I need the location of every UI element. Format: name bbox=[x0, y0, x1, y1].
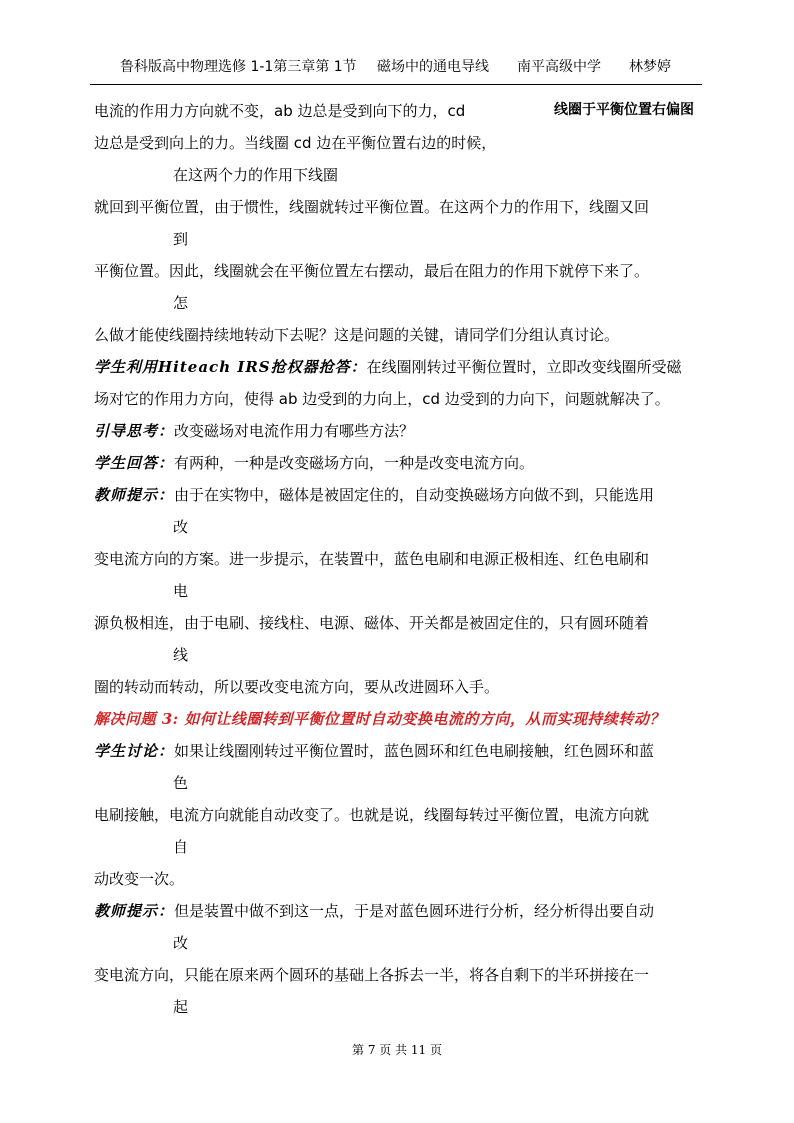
teacher-hint-text: 由于在实物中，磁体是被固定住的，自动变换磁场方向做不到，只能选用 bbox=[174, 486, 655, 504]
header-lesson: 磁场中的通电导线 bbox=[377, 59, 489, 75]
body-line: 改 bbox=[173, 518, 189, 536]
teacher-hint-text: 但是装置中做不到这一点，于是对蓝色圆环进行分析，经分析得出要自动 bbox=[174, 902, 655, 920]
guided-thinking-label: 引导思考： bbox=[94, 422, 175, 440]
body-line: 电 bbox=[173, 582, 189, 600]
body-line: 变电流方向，只能在原来两个圆环的基础上各拆去一半，将各自剩下的半环拼接在一 bbox=[94, 966, 650, 984]
body-line: 改 bbox=[173, 934, 189, 952]
body-line: 线 bbox=[173, 646, 189, 664]
figure-caption: 线圈于平衡位置右偏图 bbox=[554, 102, 694, 118]
student-reply-label: 学生回答： bbox=[94, 454, 175, 472]
page-header bbox=[90, 58, 702, 85]
body-line: 怎 bbox=[173, 294, 189, 312]
body-line: 在这两个力的作用下线圈 bbox=[173, 166, 339, 184]
body-line: 起 bbox=[173, 998, 189, 1016]
teacher-hint-label: 教师提示： bbox=[94, 486, 175, 504]
student-discussion-text: 如果让线圈刚转过平衡位置时，蓝色圆环和红色电刷接触，红色圆环和蓝 bbox=[174, 742, 655, 760]
body-line: 变电流方向的方案。进一步提示，在装置中，蓝色电刷和电源正极相连、红色电刷和 bbox=[94, 550, 650, 568]
student-answer-label: 学生利用Hiteach IRS抢权器抢答： bbox=[94, 358, 367, 376]
body-line: 场对它的作用力方向，使得 ab 边受到的力向上，cd 边受到的力向下，问题就解决了。 bbox=[94, 390, 670, 408]
student-answer-paragraph bbox=[94, 357, 682, 377]
body-line: 边总是受到向上的力。当线圈 cd 边在平衡位置右边的时候， bbox=[94, 134, 497, 152]
body-line: 色 bbox=[173, 774, 189, 792]
page-number: 第 7 页 共 11 页 bbox=[352, 1043, 442, 1057]
teacher-hint-paragraph bbox=[94, 485, 654, 505]
body-line: 自 bbox=[173, 838, 189, 856]
body-line: 么做才能使线圈持续地转动下去呢？这是问题的关键，请同学们分组认真讨论。 bbox=[94, 326, 620, 344]
body-line: 电流的作用力方向就不变，ab 边总是受到向下的力，cd bbox=[94, 102, 466, 120]
body-line: 就回到平衡位置，由于惯性，线圈就转过平衡位置。在这两个力的作用下，线圈又回 bbox=[94, 198, 650, 216]
header-school: 南平高级中学 bbox=[517, 59, 601, 75]
body-line: 圈的转动而转动，所以要改变电流方向，要从改进圆环入手。 bbox=[94, 678, 500, 696]
student-discussion-paragraph bbox=[94, 741, 654, 761]
problem-3-heading: 解决问题 3: 如何让线圈转到平衡位置时自动变换电流的方向，从而实现持续转动？ bbox=[94, 710, 665, 728]
header-course: 鲁科版高中物理选修 1-1第三章第 1节 bbox=[120, 59, 357, 75]
body-line: 到 bbox=[173, 230, 189, 248]
body-line: 电刷接触，电流方向就能自动改变了。也就是说，线圈每转过平衡位置，电流方向就 bbox=[94, 806, 650, 824]
guided-thinking-paragraph bbox=[94, 421, 414, 441]
student-reply-text: 有两种，一种是改变磁场方向，一种是改变电流方向。 bbox=[174, 454, 535, 472]
body-line: 源负极相连，由于电刷、接线柱、电源、磁体、开关都是被固定住的，只有圆环随着 bbox=[94, 614, 650, 632]
body-line: 动改变一次。 bbox=[94, 870, 185, 888]
teacher-hint-paragraph bbox=[94, 901, 654, 921]
body-line: 平衡位置。因此，线圈就会在平衡位置左右摆动，最后在阻力的作用下就停下来了。 bbox=[94, 262, 650, 280]
teacher-hint-label: 教师提示： bbox=[94, 902, 175, 920]
student-discussion-label: 学生讨论： bbox=[94, 742, 175, 760]
header-author: 林梦婷 bbox=[629, 59, 671, 75]
student-answer-text: 在线圈刚转过平衡位置时，立即改变线圈所受磁 bbox=[366, 358, 682, 376]
student-reply-paragraph bbox=[94, 453, 534, 473]
guided-thinking-text: 改变磁场对电流作用力有哪些方法？ bbox=[174, 422, 415, 440]
